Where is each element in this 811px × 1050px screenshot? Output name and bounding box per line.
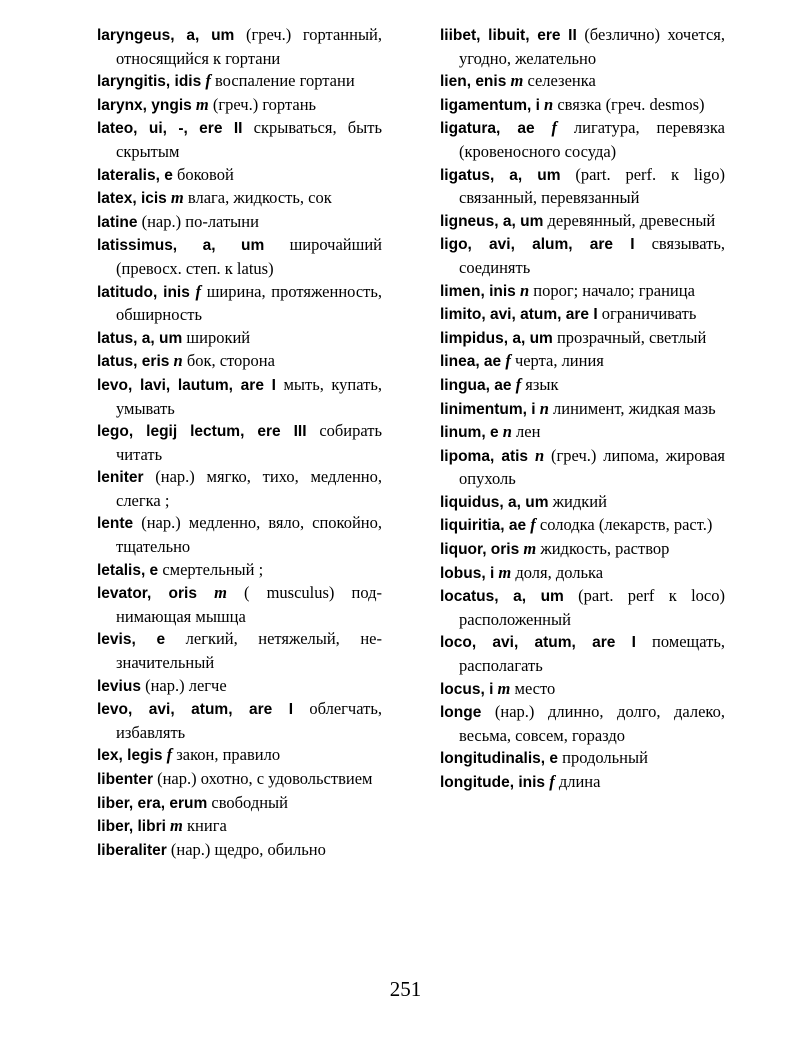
entry-gender: f: [551, 118, 558, 138]
entry-translation: свободный: [207, 792, 288, 812]
entry-translation: продольный: [557, 748, 648, 768]
entry-translation: (нар.) медленно, вяло, спокойно, тщательно: [116, 513, 382, 557]
entry-headword: latus, eris: [97, 353, 170, 371]
entry-gender: m: [170, 816, 183, 836]
entry-headword: lente: [97, 515, 134, 533]
dictionary-entry: [97, 281, 382, 327]
dictionary-entry: [440, 303, 725, 327]
entry-gender: f: [195, 281, 202, 301]
entry-translation: мыть, купать, умывать: [116, 374, 382, 418]
entry-gender: n: [502, 422, 512, 442]
entry-headword: liibet, libuit, ere II: [440, 27, 577, 44]
dictionary-entry: [97, 815, 382, 839]
entry-translation: деревянный, древесный: [543, 210, 716, 230]
entry-translation: место: [510, 678, 556, 698]
dictionary-entry: [440, 445, 725, 491]
entry-gender: m: [195, 94, 209, 114]
entry-gender: m: [170, 188, 184, 208]
dictionary-entry: [440, 164, 725, 210]
page-number: 251: [389, 977, 422, 1001]
entry-translation: (нар.) щедро, обильно: [166, 839, 326, 859]
entry-translation: скрываться, быть скрытым: [116, 118, 382, 161]
entry-translation: влага, жидкость, сок: [183, 188, 332, 208]
entry-gender: m: [510, 71, 524, 91]
entry-headword: limpidus, a, um: [440, 329, 553, 347]
entry-translation: лигатура, перевязка (кровеносного сосуда): [459, 118, 726, 161]
entry-headword: limen, inis: [440, 282, 516, 300]
entry-headword: latine: [97, 213, 138, 231]
entry-headword: letalis, e: [97, 561, 159, 579]
entry-headword: levo, avi, atum, are I: [97, 701, 294, 719]
entry-headword: lateo, ui, -, ere II: [97, 120, 243, 138]
entry-gender: f: [205, 71, 211, 91]
entry-translation: лен: [511, 422, 541, 442]
dictionary-entry: [97, 211, 382, 235]
entry-translation: (part. perf. к ligo) связанный, перевязанный: [459, 164, 725, 208]
dictionary-entry: [97, 327, 382, 351]
entry-translation: жидкость, раствор: [536, 539, 670, 559]
entry-translation: доля, долька: [511, 562, 604, 582]
entry-translation: (нар.) мягко, тихо, медленно, слегка ;: [116, 467, 382, 510]
entry-headword: libenter: [97, 771, 153, 788]
entry-translation: (нар.) легче: [140, 675, 227, 695]
entry-headword: linum, e: [440, 424, 499, 442]
entry-translation: (нар.) длинно, долго, далеко, весьма, совсем, гораздо: [459, 702, 725, 745]
entry-translation: (греч.) гортань: [208, 94, 317, 114]
entry-headword: latus, a, um: [97, 329, 183, 347]
dictionary-entry: [440, 24, 725, 70]
dictionary-entry: [97, 839, 382, 863]
dictionary-entry: [440, 491, 725, 515]
entry-translation: (нар.) охотно, с удовольствием: [152, 769, 373, 788]
entry-headword: locus, i: [440, 680, 494, 698]
entry-headword: laryngeus, a, um: [97, 27, 235, 44]
entry-translation: порог; начало; граница: [529, 280, 695, 300]
entry-headword: longitude, inis: [440, 774, 546, 791]
entry-gender: n: [544, 94, 554, 114]
dictionary-entry: [97, 768, 382, 792]
entry-headword: lateralis, e: [97, 166, 173, 184]
dictionary-entry: [97, 675, 382, 699]
entry-gender: m: [523, 539, 537, 559]
entry-headword: laryngitis, idis: [97, 73, 202, 91]
dictionary-entry: [97, 117, 382, 163]
dictionary-entry: [440, 514, 725, 538]
dictionary-entry: [440, 421, 725, 445]
dictionary-entry: [97, 420, 382, 466]
entry-translation: (part. perf к loco) расположенный: [459, 586, 725, 629]
entry-translation: линимент, жидкая мазь: [548, 398, 716, 418]
entry-headword: limito, avi, atum, are I: [440, 306, 598, 324]
entry-headword: locatus, a, um: [440, 588, 564, 606]
dictionary-entry: [97, 234, 382, 280]
entry-translation: легкий, нетяжелый, незначительный: [116, 629, 382, 673]
entry-translation: собирать читать: [116, 421, 383, 464]
dictionary-entry: [97, 512, 382, 558]
dictionary-entry: [97, 70, 382, 94]
entry-translation: ограничивать: [597, 304, 697, 324]
entry-headword: ligamentum, i: [440, 96, 540, 114]
entry-translation: длина: [554, 772, 601, 791]
dictionary-entry: [440, 701, 725, 747]
entry-gender: n: [519, 280, 530, 300]
dictionary-entry: [440, 374, 725, 398]
entry-headword: lex, legis: [97, 747, 163, 765]
entry-translation: боковой: [172, 164, 234, 184]
entry-gender: f: [530, 515, 536, 535]
entry-headword: loco, avi, atum, are I: [440, 634, 636, 652]
entry-gender: m: [214, 583, 227, 603]
dictionary-entry: [440, 562, 725, 586]
dictionary-entry: [97, 628, 382, 674]
dictionary-entry: [97, 582, 382, 628]
entry-headword: lien, enis: [440, 73, 507, 91]
dictionary-entry: [97, 350, 382, 374]
dictionary-entry: [440, 678, 725, 702]
dictionary-entry: [440, 350, 725, 374]
entry-gender: f: [515, 374, 522, 394]
entry-translation: солодка (лекарств, раст.): [535, 515, 713, 535]
entry-headword: longitudinalis, e: [440, 750, 558, 768]
entry-translation: связывать, соединять: [459, 234, 725, 277]
entry-translation: закон, правило: [172, 745, 281, 765]
entry-gender: f: [166, 745, 173, 765]
entry-translation: прозрачный, светлый: [552, 327, 707, 347]
entry-headword: levius: [97, 677, 141, 695]
entry-gender: m: [498, 562, 512, 582]
entry-gender: n: [539, 398, 549, 418]
dictionary-entry: [440, 585, 725, 631]
entry-headword: ligatus, a, um: [440, 166, 561, 184]
entry-headword: liquidus, a, um: [440, 493, 549, 511]
entry-headword: linea, ae: [440, 353, 502, 371]
entry-translation: (безлично) хочется, угодно, желательно: [459, 25, 726, 68]
dictionary-entry: [97, 698, 382, 744]
entry-translation: связка (греч. desmos): [553, 94, 705, 114]
entry-headword: latitudo, inis: [97, 283, 190, 301]
entry-translation: широкий: [182, 327, 251, 347]
entry-translation: (греч.) гортанный, относящийся к гортани: [116, 25, 382, 68]
dictionary-entry: [97, 792, 382, 816]
dictionary-entry: [440, 327, 725, 351]
entry-translation: широчайший (превосх. степ. к latus): [116, 235, 382, 278]
entry-headword: liberaliter: [97, 841, 167, 859]
entry-headword: ligo, avi, alum, are I: [440, 236, 635, 254]
entry-translation: черта, линия: [510, 351, 604, 371]
dictionary-entry: [440, 771, 725, 795]
entry-translation: ( musculus) поднимающая мышца: [116, 583, 383, 626]
entry-headword: levator, oris: [97, 585, 197, 603]
entry-headword: ligatura, ae: [440, 120, 535, 138]
entry-headword: lingua, ae: [440, 376, 512, 394]
entry-headword: liber, libri: [97, 818, 166, 836]
right-column: [440, 24, 725, 795]
entry-headword: ligneus, a, um: [440, 212, 544, 230]
dictionary-entry: [440, 210, 725, 234]
entry-translation: книга: [182, 816, 227, 836]
entry-translation: помещать, располагать: [459, 632, 725, 676]
dictionary-entry: [440, 631, 725, 677]
entry-headword: longe: [440, 704, 482, 722]
entry-headword: lipoma, atis: [440, 447, 529, 465]
dictionary-entry: [440, 94, 725, 118]
entry-headword: lobus, i: [440, 564, 495, 582]
entry-headword: liquiritia, ae: [440, 517, 527, 535]
entry-gender: f: [549, 772, 555, 791]
dictionary-entry: [440, 233, 725, 279]
entry-translation: язык: [521, 374, 559, 394]
entry-headword: levis, e: [97, 631, 166, 649]
dictionary-entry: [440, 538, 725, 562]
dictionary-entry: [97, 164, 382, 188]
entry-headword: liber, era, erum: [97, 794, 208, 812]
entry-headword: leniter: [97, 469, 144, 487]
dictionary-entry: [97, 94, 382, 118]
dictionary-entry: [97, 24, 382, 70]
entry-gender: m: [497, 678, 511, 698]
entry-headword: linimentum, i: [440, 400, 536, 418]
dictionary-entry: [440, 747, 725, 771]
entry-translation: бок, сторона: [182, 351, 275, 371]
entry-headword: latissimus, a, um: [97, 237, 265, 255]
dictionary-entry: [97, 744, 382, 768]
entry-translation: жидкий: [548, 491, 607, 511]
dictionary-entry: [97, 559, 382, 583]
entry-gender: f: [505, 351, 511, 371]
dictionary-entry: [440, 280, 725, 304]
entry-translation: облегчать, избавлять: [116, 699, 382, 742]
entry-translation: воспаление гортани: [210, 71, 355, 91]
dictionary-entry: [440, 70, 725, 94]
entry-headword: lego, legij lectum, ere III: [97, 423, 307, 441]
entry-headword: liquor, oris: [440, 541, 520, 559]
entry-headword: levo, lavi, lautum, are I: [97, 376, 276, 394]
entry-headword: larynx, yngis: [97, 96, 192, 114]
entry-translation: (нар.) по-латыни: [137, 211, 259, 231]
dictionary-entry: [97, 374, 382, 420]
dictionary-entry: [97, 187, 382, 211]
entry-translation: (греч.) липома, жировая опухоль: [459, 445, 725, 489]
entry-gender: n: [173, 351, 183, 371]
dictionary-entry: [440, 117, 725, 163]
dictionary-entry: [97, 466, 382, 512]
left-column: [97, 24, 382, 862]
entry-headword: latex, icis: [97, 190, 167, 208]
entry-translation: ширина, протяженность, обширность: [116, 281, 382, 325]
entry-translation: селезенка: [523, 71, 596, 91]
entry-gender: n: [534, 445, 545, 465]
dictionary-entry: [440, 398, 725, 422]
entry-translation: смертельный ;: [158, 559, 264, 579]
